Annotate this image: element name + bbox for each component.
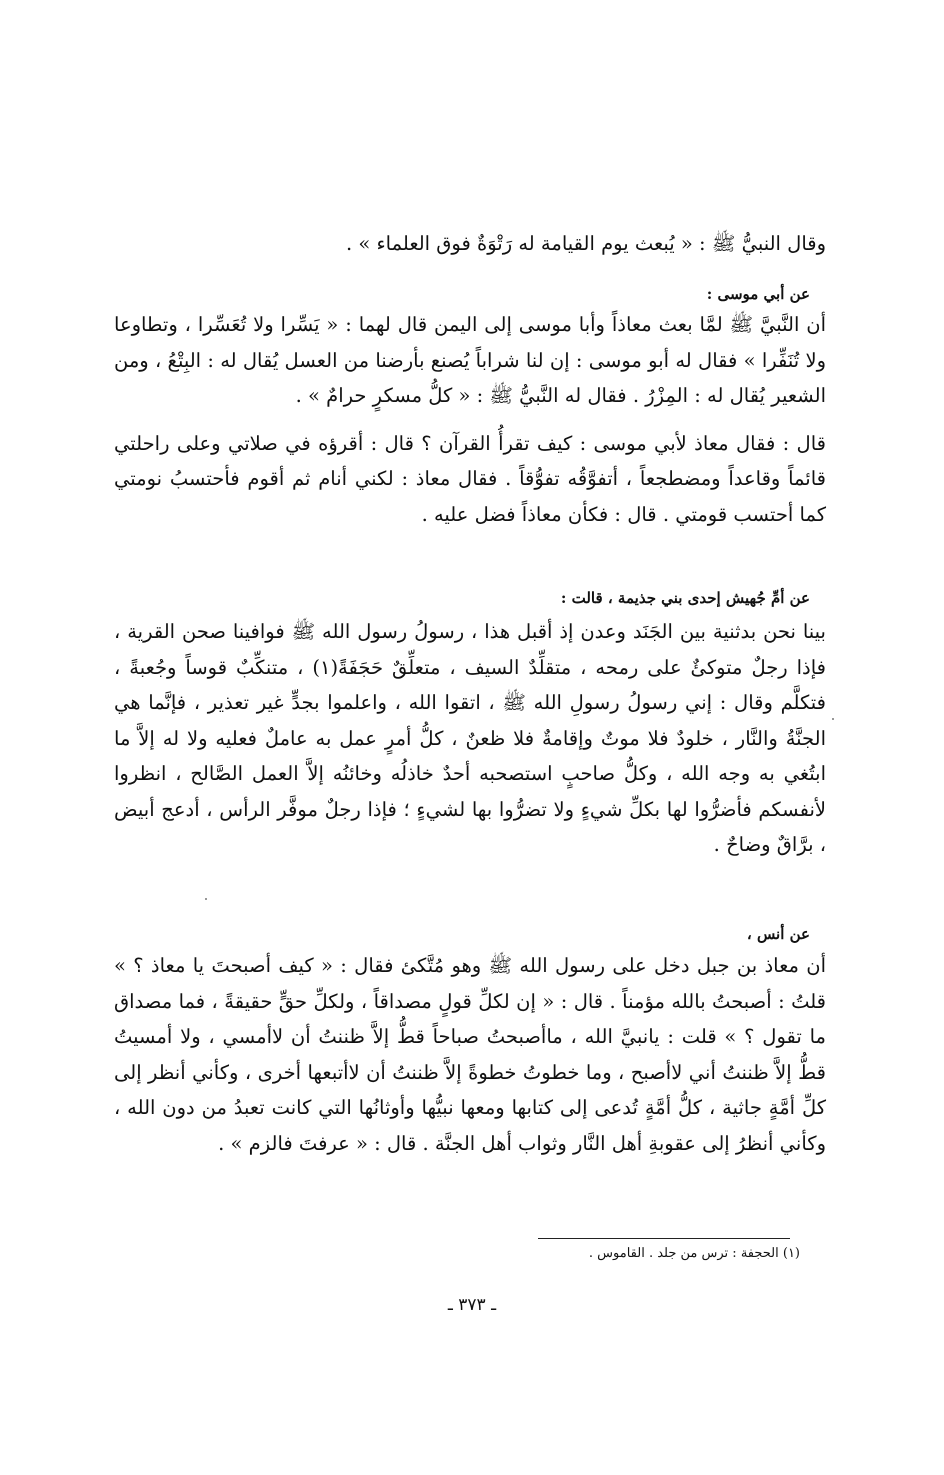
section-anas xyxy=(114,948,826,1161)
scan-speck xyxy=(832,718,834,720)
opening-hadith: وقال النبيُّ ﷺ : « يُبعث يوم القيامة له رَتْوَةٌ فوق العلماء » . xyxy=(345,232,826,255)
section-heading-abu-musa: عن أبي موسى : xyxy=(706,285,810,303)
section-abu-musa xyxy=(114,307,826,532)
section-heading-anas: عن أنس ، xyxy=(746,925,810,943)
paragraph: أن النَّبيَّ ﷺ لمَّا بعث معاذاً وأبا موسى إلى اليمن قال لهما : « يَسِّرا ولا تُعَسِّرا ، وتطاوعا ولا تُنَفِّرا » فقال له أبو موسى : إن لنا شراباً يُصنع بأرضنا من العسل يُقال له : البِتْعُ ، ومن الشعير يُقال له : المِزْرُ . فقال له النَّبيُّ ﷺ : « كلُّ مسكرٍ حرامٌ » . xyxy=(114,313,826,407)
opening-line xyxy=(114,226,826,262)
scan-speck xyxy=(205,898,207,900)
page-number: ـ ٣٧٣ ـ xyxy=(447,1295,497,1315)
paragraph: قال : فقال معاذ لأبي موسى : كيف تقرأُ القرآن ؟ قال : أقرؤه في صلاتي وعلى راحلتي قائماً وقاعداً ومضطجعاً ، أتفوَّقُه تفوُّقاً . فقال معاذ : لكني أنام ثم أقوم فأحتسبُ نومتي كما أحتسب قومتي . قال : فكأن معاذاً فضل عليه . xyxy=(114,431,826,526)
section-umm-juhaysh xyxy=(114,614,826,863)
footnote: (١) الحجفة : ترس من جلد . القاموس . xyxy=(588,1246,800,1261)
paragraph: أن معاذ بن جبل دخل على رسول الله ﷺ وهو مُتَّكئ فقال : « كيف أصبحتَ يا معاذ ؟ » قلتُ : أصبحتُ بالله مؤمناً . قال : « إن لكلِّ قولٍ مصداقاً ، ولكلِّ حقٍّ حقيقةً ، فما مصداق ما تقول ؟ » قلت : يانبيَّ الله ، ماأصبحتُ صباحاً قطُّ إلاَّ ظننتُ أن لاأمسي ، ولا أمسيتُ قطُّ إلاَّ ظننتُ أني لاأصبح ، وما خطوتُ خطوةً إلاَّ ظننتُ أن لاأتبعها أخرى ، وكأني أنظر إلى كلِّ أمَّةٍ جاثية ، كلُّ أمَّةٍ تُدعى إلى كتابها ومعها نبيُّها وأوثانُها التي كانت تعبدُ من دون الله ، وكأني أنظرُ إلى عقوبةِ أهل النَّار وثواب أهل الجنَّة . قال : « عرفتَ فالزم » . xyxy=(114,954,826,1155)
footnote-divider xyxy=(538,1238,790,1239)
section-heading-umm-juhaysh: عن أمِّ جُهيش إحدى بني جذيمة ، قالت : xyxy=(560,589,810,607)
paragraph: بينا نحن بدثنية بين الجَنَد وعدن إذ أقبل هذا ، رسولُ رسول الله ﷺ فوافينا صحن القرية ، فإذا رجلٌ متوكئٌ على رمحه ، متقلِّدٌ السيف ، متعلِّقٌ حَجَفَةً(١) ، متنكِّبٌ قوساً وجُعبةً ، فتكلَّم وقال : إني رسولُ رسولِ الله ﷺ ، اتقوا الله ، واعلموا بجدٍّ غير تعذير ، فإنَّما هي الجنَّةُ والنَّار ، خلودٌ فلا موتٌ وإقامةٌ فلا ظعنٌ ، كلُّ أمرٍ عمل به عاملٌ فعليه ولا له إلاَّ ما ابتُغي به وجه الله ، وكلُّ صاحبٍ استصحبه أحدٌ خاذلُه وخائنُه إلاَّ العمل الصَّالح ، انظروا لأنفسكم فأضرُّوا لها بكلِّ شيءٍ ولا تضرُّوا بها لشيءٍ ؛ فإذا رجلٌ موفَّر الرأس ، أدعج أبيض ، برَّاقٌ وضاحٌ . xyxy=(114,620,826,856)
